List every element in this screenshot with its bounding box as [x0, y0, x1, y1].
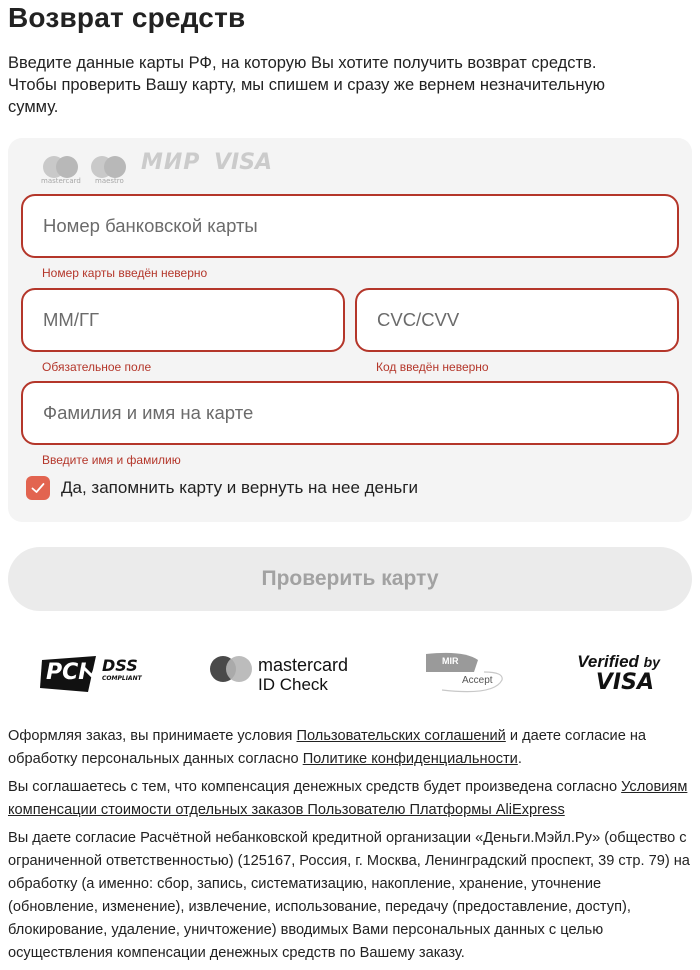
compensation-terms-link[interactable]: Условиям компенсации стоимости отдельных заказов Пользователю Платформы AliExpress [8, 779, 688, 818]
mastercard-id-check-badge [210, 646, 360, 702]
id-check-text: ID Check [258, 675, 328, 694]
mastercard-caption: mastercard [41, 177, 81, 185]
mastercard-logo [41, 150, 81, 186]
mir-logo: МИР [141, 150, 201, 175]
text: Оформляя заказ, вы принимаете условия [8, 728, 297, 744]
remember-card-label[interactable]: Да, запомнить карту и вернуть на нее деньги [61, 478, 418, 497]
pci-mark: PCI [46, 660, 87, 685]
by-word: by [643, 654, 660, 670]
mir-accept-text: Accept [462, 675, 493, 686]
legal-text [8, 725, 694, 970]
intro-line: Введите данные карты РФ, на которую Вы хотите получить возврат средств. [8, 54, 597, 72]
card-form-panel [8, 138, 692, 522]
remember-card-option[interactable] [26, 475, 418, 501]
expiry-field[interactable] [21, 288, 345, 352]
cvc-error: Код введён неверно [376, 360, 489, 374]
cardholder-input[interactable] [23, 383, 677, 443]
maestro-caption: maestro [95, 177, 124, 185]
expiry-error: Обязательное поле [42, 360, 152, 374]
security-badges [0, 646, 700, 702]
consent-paragraph: Вы даете согласие Расчётной небанковской кредитной организации «Деньги.Мэйл.Ру» (общество с ограниченной ответственностью) (125167, Россия, г. Москва, Ленинградский проспект, 39 стр. 79) на обработку (а именно: сбор, запись, систематизацию, накопление, хранение, уточнение (обновление, изменение), извлечение, использование, передачу (предоставление, доступ), блокирование, удаление, уничтожение) вводимых Вами персональных данных с целью осуществления компенсации денежных средств по Вашему заказу. [8, 830, 690, 961]
card-number-error: Номер карты введён неверно [42, 266, 208, 280]
visa-word: VISA [595, 670, 654, 695]
mastercard-circles-icon [210, 656, 252, 684]
intro-line: Чтобы проверить Вашу карту, мы спишем и сразу же вернем незначительную [8, 76, 606, 94]
page-title: Возврат средств [8, 2, 246, 33]
user-agreements-link[interactable]: Пользовательских соглашений [296, 728, 506, 744]
visa-logo: VISA [214, 150, 273, 175]
card-number-input[interactable] [23, 196, 677, 256]
compensation-paragraph [8, 776, 694, 822]
verified-word: Verified [577, 652, 639, 671]
text: Вы соглашаетесь с тем, что компенсация денежных средств будет произведена согласно [8, 779, 622, 795]
cvc-field[interactable] [355, 288, 679, 352]
terms-paragraph [8, 725, 694, 771]
pci-compliant-text: COMPLIANT [102, 675, 142, 682]
pci-dss-badge [40, 646, 144, 702]
mir-mark-text: MIR [442, 656, 459, 666]
cardholder-error: Введите имя и фамилию [42, 453, 181, 467]
mastercard-text: mastercard [258, 655, 349, 675]
remember-card-checkbox[interactable] [26, 476, 50, 500]
expiry-input[interactable] [23, 290, 343, 350]
cardholder-field[interactable] [21, 381, 679, 445]
privacy-policy-link[interactable]: Политике конфиденциальности [302, 751, 518, 767]
text: и даете согласие на обработку персональных данных согласно [8, 728, 647, 767]
verify-card-button[interactable]: Проверить карту [8, 547, 692, 611]
verified-by-text [577, 652, 660, 672]
card-number-field[interactable] [21, 194, 679, 258]
maestro-logo [89, 150, 129, 186]
mir-accept-icon [424, 650, 506, 696]
verified-by-visa-badge [570, 646, 660, 702]
cvc-input[interactable] [357, 290, 677, 350]
mir-accept-badge [424, 646, 506, 702]
pci-dss-text: DSS [102, 656, 138, 675]
intro-text [8, 52, 678, 118]
checkmark-icon [30, 480, 46, 496]
text: . [517, 751, 522, 767]
intro-line: сумму. [8, 98, 59, 116]
